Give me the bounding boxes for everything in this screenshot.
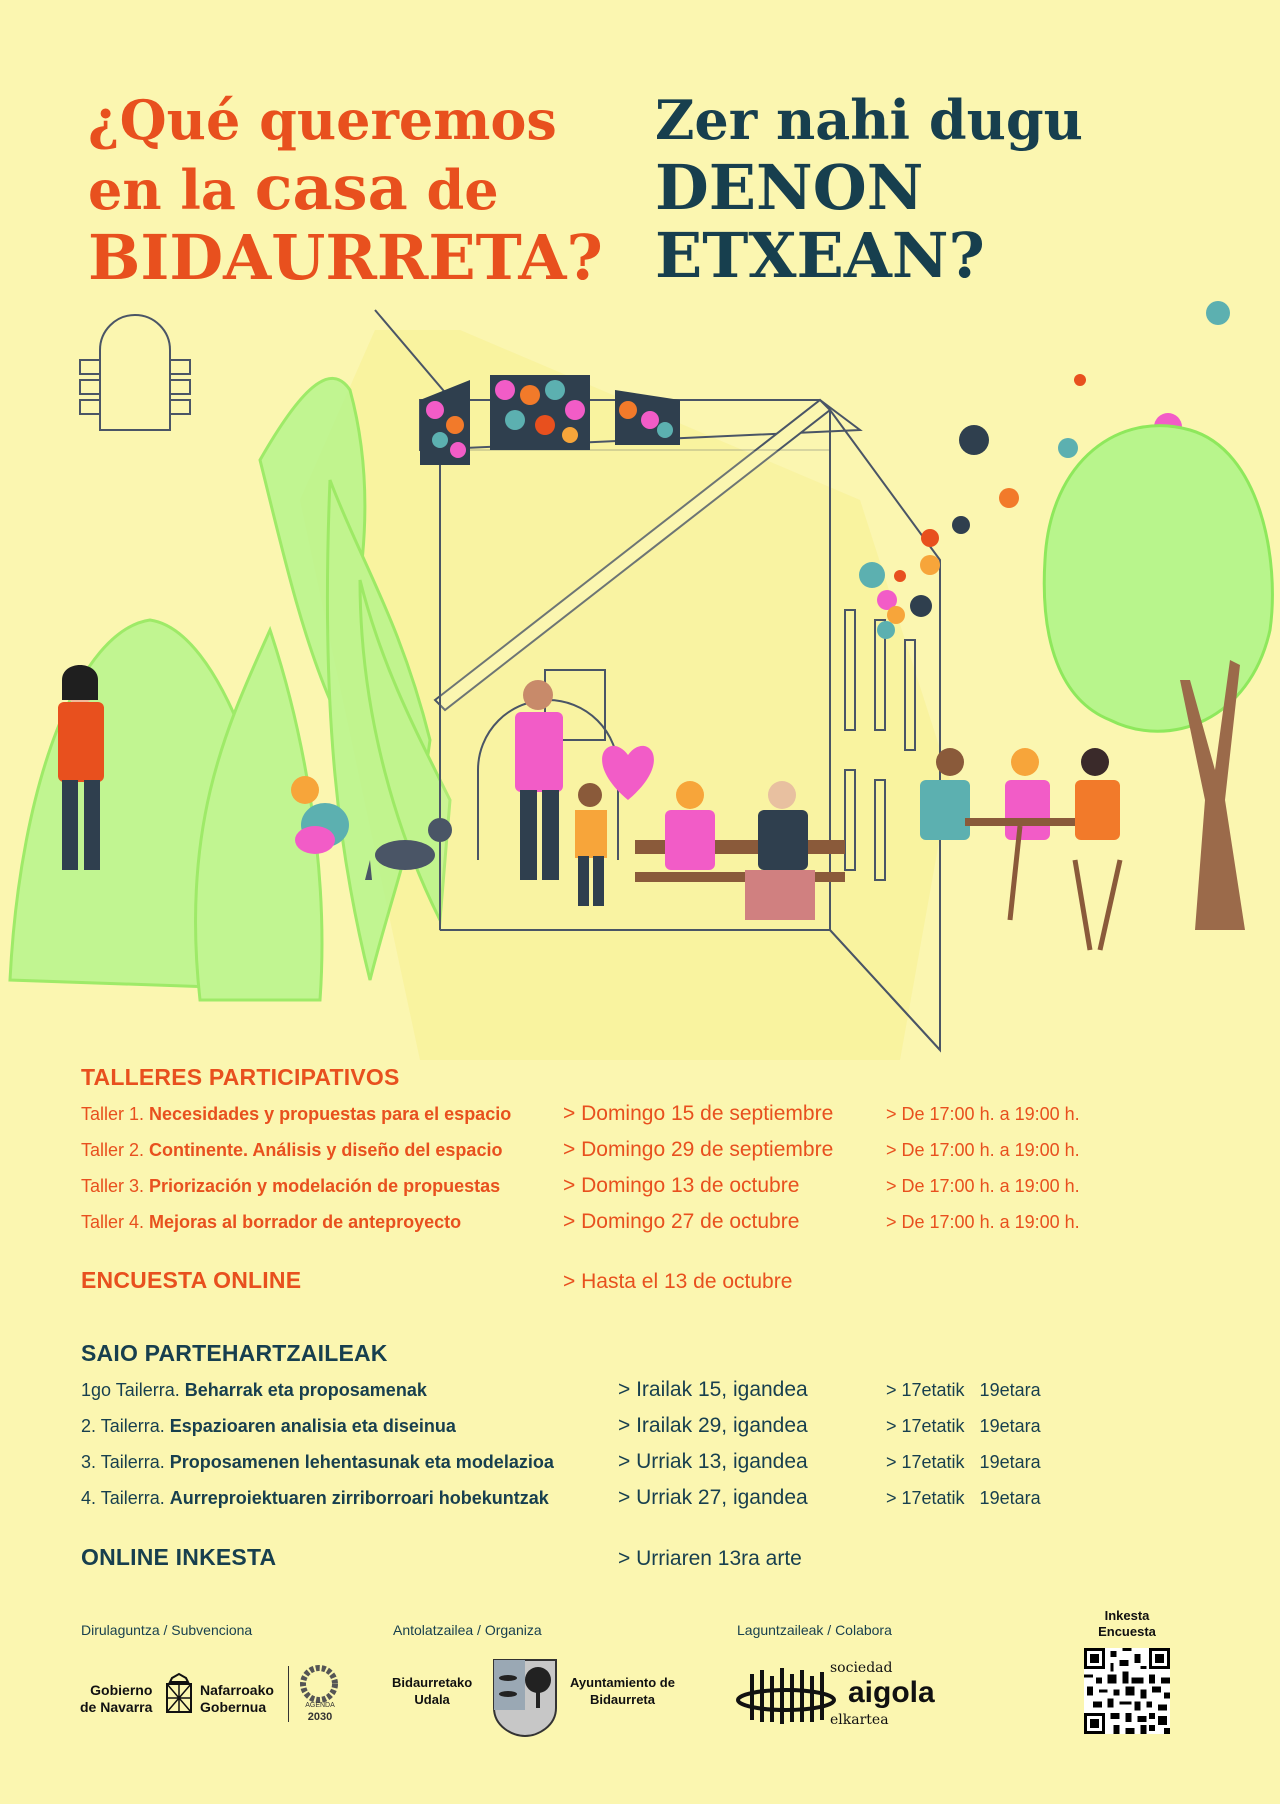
taller-row xyxy=(0,1172,1280,1202)
saio-time: > 17etatik 19etara xyxy=(886,1488,1041,1508)
title-eu-line3: ETXEAN? xyxy=(655,219,985,292)
title-eu-line2: DENON xyxy=(655,151,924,224)
saio-prefix: 2. Tailerra. xyxy=(81,1416,170,1436)
taller-date: > Domingo 13 de octubre xyxy=(563,1174,800,1197)
title-eu-line1: Zer nahi dugu xyxy=(655,88,1083,152)
logo-divider xyxy=(288,1666,289,1722)
saio-title xyxy=(81,1380,427,1401)
taller-title xyxy=(81,1176,500,1197)
encuesta-heading: ENCUESTA ONLINE xyxy=(81,1267,302,1293)
bidaurreta-shield-icon xyxy=(492,1658,558,1738)
talleres-heading: TALLERES PARTICIPATIVOS xyxy=(81,1064,400,1090)
saio-row xyxy=(0,1448,1280,1478)
saio-time: > 17etatik 19etara xyxy=(886,1452,1041,1472)
taller-time: > De 17:00 h. a 19:00 h. xyxy=(886,1212,1080,1232)
saio-row xyxy=(0,1484,1280,1514)
nafarroako-gobernua-text: Nafarroako Gobernua xyxy=(200,1682,274,1715)
saio-date: > Urriak 13, igandea xyxy=(618,1450,808,1473)
taller-time: > De 17:00 h. a 19:00 h. xyxy=(886,1140,1080,1160)
taller-time: > De 17:00 h. a 19:00 h. xyxy=(886,1176,1080,1196)
inkesta-heading: ONLINE INKESTA xyxy=(81,1544,277,1570)
title-basque xyxy=(655,86,1083,290)
table-group xyxy=(920,748,1120,950)
title-es-line1: ¿Qué queremos xyxy=(88,88,557,152)
taller-name: Continente. Análisis y diseño del espacio xyxy=(149,1140,503,1160)
qr-code-icon[interactable] xyxy=(1084,1648,1170,1734)
taller-prefix: Taller 4. xyxy=(81,1212,150,1232)
taller-row xyxy=(0,1100,1280,1130)
taller-title xyxy=(81,1140,502,1161)
taller-name: Mejoras al borrador de anteproyecto xyxy=(149,1212,462,1232)
colabora-label: Laguntzaileak / Colabora xyxy=(737,1622,892,1638)
taller-prefix: Taller 1. xyxy=(81,1104,150,1124)
right-tree xyxy=(1044,426,1272,930)
encuesta-date: > Hasta el 13 de octubre xyxy=(563,1270,793,1293)
saio-row xyxy=(0,1376,1280,1406)
title-es-line2 xyxy=(88,151,603,224)
title-es-line2-pre: en la xyxy=(88,158,255,222)
saio-row xyxy=(0,1412,1280,1442)
subvenciona-label: Dirulaguntza / Subvenciona xyxy=(81,1622,253,1638)
aigola-text: aigola xyxy=(848,1676,935,1709)
saio-prefix: 4. Tailerra. xyxy=(81,1488,170,1508)
elkartea-text: elkartea xyxy=(830,1712,889,1728)
udala-text: Bidaurretako Udala xyxy=(392,1675,473,1707)
encuesta-row xyxy=(0,1268,1280,1298)
saio-title xyxy=(81,1416,456,1437)
saio-name: Proposamenen lehentasunak eta modelazioa xyxy=(169,1452,554,1472)
illustration xyxy=(0,300,1280,1070)
taller-date: > Domingo 15 de septiembre xyxy=(563,1102,834,1125)
taller-row xyxy=(0,1208,1280,1238)
saio-title xyxy=(81,1452,554,1473)
agenda-year: 2030 xyxy=(307,1711,333,1723)
saio-time: > 17etatik 19etara xyxy=(886,1380,1041,1400)
saio-name: Espazioaren analisia eta diseinua xyxy=(169,1416,456,1436)
agenda-label: AGENDA xyxy=(305,1702,335,1709)
agenda-2030-icon xyxy=(299,1664,339,1704)
saio-name: Beharrak eta proposamenak xyxy=(184,1380,427,1400)
taller-date: > Domingo 27 de octubre xyxy=(563,1210,800,1233)
saio-time: > 17etatik 19etara xyxy=(886,1416,1041,1436)
taller-prefix: Taller 2. xyxy=(81,1140,150,1160)
arched-window xyxy=(80,315,190,430)
saio-prefix: 1go Tailerra. xyxy=(81,1380,185,1400)
taller-title xyxy=(81,1104,511,1125)
inkesta-row xyxy=(0,1545,1280,1575)
saio-date: > Urriak 27, igandea xyxy=(618,1486,808,1509)
title-es-line2-big: casa xyxy=(254,151,408,224)
qr-title: Inkesta Encuesta xyxy=(1098,1608,1156,1639)
saio-title xyxy=(81,1488,549,1509)
gobierno-navarra-text: Gobierno de Navarra xyxy=(80,1682,153,1715)
taller-name: Priorización y modelación de propuestas xyxy=(149,1176,501,1196)
saio-name: Aurreproiektuaren zirriborroari hobekuntzak xyxy=(169,1488,549,1508)
title-spanish xyxy=(88,86,603,292)
saio-prefix: 3. Tailerra. xyxy=(81,1452,170,1472)
saio-date: > Irailak 29, igandea xyxy=(618,1414,808,1437)
sociedad-text: sociedad xyxy=(830,1660,893,1676)
aigola-dancers-icon xyxy=(736,1660,836,1730)
inkesta-date: > Urriaren 13ra arte xyxy=(618,1547,802,1570)
organiza-label: Antolatzailea / Organiza xyxy=(393,1622,542,1638)
navarra-coat-icon xyxy=(164,1672,194,1718)
taller-time: > De 17:00 h. a 19:00 h. xyxy=(886,1104,1080,1124)
taller-title xyxy=(81,1212,461,1233)
saio-heading: SAIO PARTEHARTZAILEAK xyxy=(81,1340,388,1366)
title-es-line2-post: de xyxy=(407,158,499,222)
taller-row xyxy=(0,1136,1280,1166)
taller-prefix: Taller 3. xyxy=(81,1176,150,1196)
taller-date: > Domingo 29 de septiembre xyxy=(563,1138,834,1161)
ayuntamiento-text: Ayuntamiento de Bidaurreta xyxy=(570,1675,675,1707)
saio-date: > Irailak 15, igandea xyxy=(618,1378,808,1401)
title-es-line3: BIDAURRETA? xyxy=(88,221,603,294)
taller-name: Necesidades y propuestas para el espacio xyxy=(149,1104,512,1124)
